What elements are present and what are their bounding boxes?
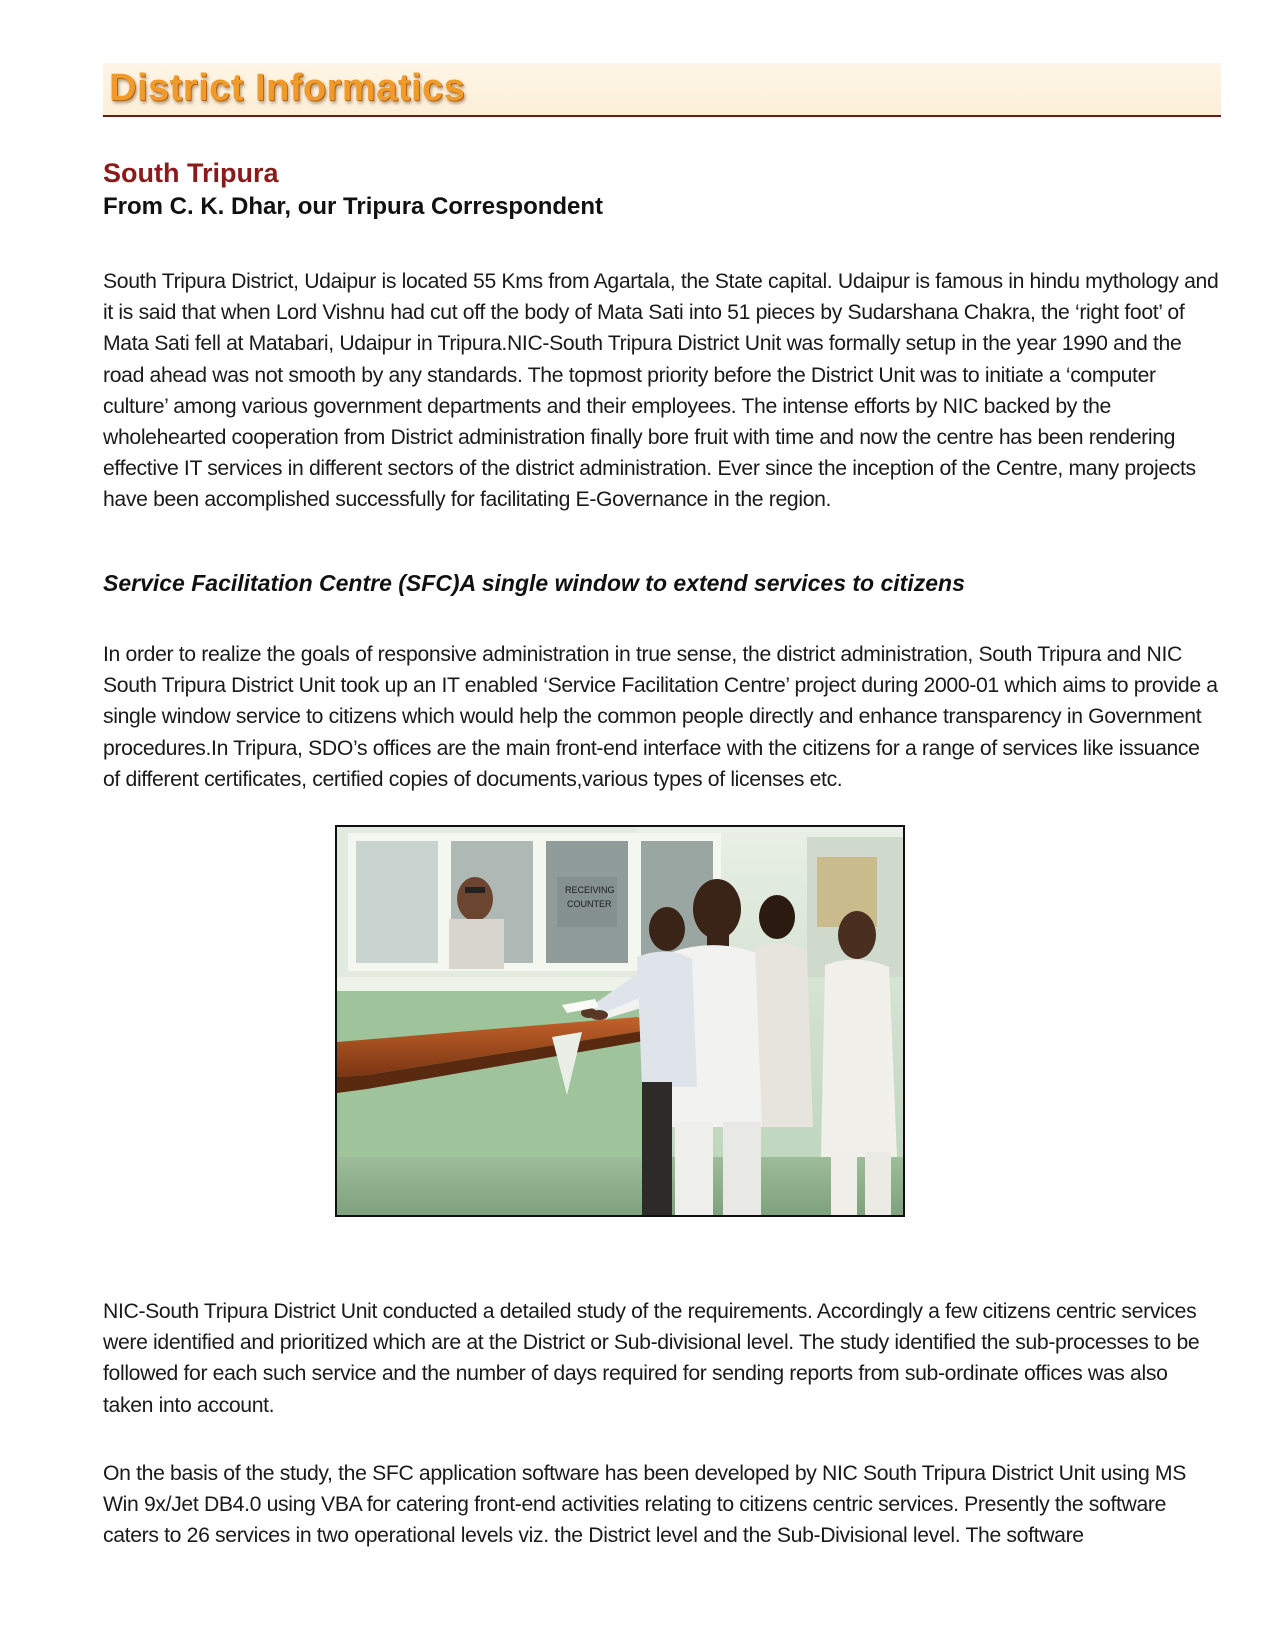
section-subheading: Service Facilitation Centre (SFC)A single window to extend services to citizens: [103, 570, 965, 596]
paragraph-intro: South Tripura District, Udaipur is located 55 Kms from Agartala, the State capital. Udaipur is famous in hindu mythology and it is said that when Lord Vishnu had cut off the body of Mata Sati into 51 pieces by Sudarshana Chakra, the ‘right foot’ of Mata Sati fell at Matabari, Udaipur in Tripura.NIC-South Tripura District Unit was formally setup in the year 1990 and the road ahead was not smooth by any standards. The topmost priority before the District Unit was to initiate a ‘computer culture’ among various government departments and their employees. The intense efforts by NIC backed by the wholehearted cooperation from District administration finally bore fruit with time and now the centre has been rendering effective IT services in different sectors of the district administration. Ever since the inception of the Centre, many projects have been accomplished successfully for facilitating E-Governance in the region.: [103, 270, 1219, 512]
sfc-counter-photo: [335, 825, 905, 1217]
article-title: South Tripura: [103, 158, 279, 188]
photo-sign-line2: COUNTER: [567, 899, 612, 909]
photo-illustration: [337, 827, 903, 1215]
paragraph-study: NIC-South Tripura District Unit conducted a detailed study of the requirements. Accordingly a few citizens centric services were identified and prioritized which are at the District or Sub-divisional level. The study identified the sub-processes to be followed for each such service and the number of days required for sending reports from sub-ordinate offices was also taken into account.: [103, 1300, 1200, 1417]
photo-sign-line1: RECEIVING: [565, 885, 615, 895]
paragraph-software: On the basis of the study, the SFC application software has been developed by NIC South Tripura District Unit using MS Win 9x/Jet DB4.0 using VBA for catering front-end activities relating to citizens centric services. Presently the software caters to 26 services in two operational levels viz. the District level and the Sub-Divisional level. The software: [103, 1462, 1186, 1548]
section-banner: [103, 63, 1221, 117]
paragraph-sfc-goals: In order to realize the goals of responsive administration in true sense, the district administration, South Tripura and NIC South Tripura District Unit took up an IT enabled ‘Service Facilitation Centre’ project during 2000-01 which aims to provide a single window service to citizens which would help the common people directly and enhance transparency in Government procedures.In Tripura, SDO’s offices are the main front-end interface with the citizens for a range of services like issuance of different certificates, certified copies of documents,various types of licenses etc.: [103, 643, 1218, 791]
banner-title: District Informatics: [109, 67, 466, 109]
byline: From C. K. Dhar, our Tripura Correspondent: [103, 193, 604, 220]
